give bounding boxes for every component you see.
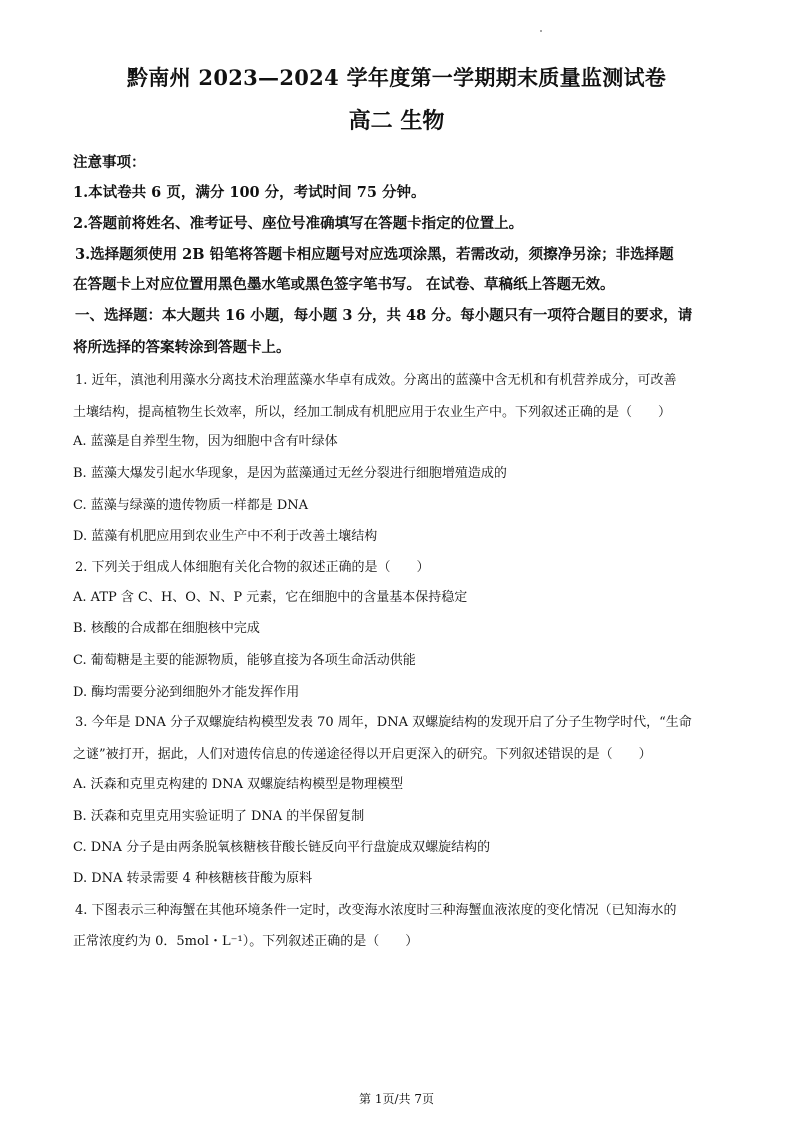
question-option: A. 蓝藻是自养型生物，因为细胞中含有叶绿体 <box>73 434 338 449</box>
question-option: B. 核酸的合成都在细胞核中完成 <box>73 621 260 636</box>
question-option: C. 葡萄糖是主要的能源物质，能够直接为各项生命活动供能 <box>73 653 416 668</box>
notice-heading: 注意事项： <box>73 154 146 171</box>
notice-item: 2.答题前将姓名、准考证号、座位号准确填写在答题卡指定的位置上。 <box>73 215 524 232</box>
section-heading: 将所选择的答案转涂到答题卡上。 <box>73 339 291 356</box>
exam-subtitle: 高二 生物 <box>348 108 445 134</box>
question-stem: 之谜”被打开，据此，人们对遗传信息的传递途径得以开启更深入的研究。下列叙述错误的是（ ） <box>73 747 652 762</box>
question-option: A. 沃森和克里克构建的 DNA 双螺旋结构模型是物理模型 <box>73 777 404 792</box>
page-number: 第 1页/共 7页 <box>359 1092 434 1106</box>
notice-item: 1.本试卷共 6 页，满分 100 分，考试时间 75 分钟。 <box>73 184 426 201</box>
question-option: A. ATP 含 C、H、O、N、P 元素，它在细胞中的含量基本保持稳定 <box>73 590 468 605</box>
question-option: D. 蓝藻有机肥应用到农业生产中不利于改善土壤结构 <box>73 529 378 544</box>
exam-title: 黔南州 2023—2024 学年度第一学期期末质量监测试卷 <box>126 65 667 90</box>
question-option: B. 蓝藻大爆发引起水华现象，是因为蓝藻通过无丝分裂进行细胞增殖造成的 <box>73 466 507 481</box>
question-stem: 正常浓度约为 0．5mol・L⁻¹）。下列叙述正确的是（ ） <box>73 934 419 949</box>
question-stem: 2. 下列关于组成人体细胞有关化合物的叙述正确的是（ ） <box>75 560 430 575</box>
notice-item: 在答题卡上对应位置用黑色墨水笔或黑色签字笔书写。 在试卷、草稿纸上答题无效。 <box>73 276 615 293</box>
section-heading: 一、选择题：本大题共 16 小题，每小题 3 分，共 48 分。每小题只有一项符合题目的要求，请 <box>75 307 693 324</box>
question-stem: 3. 今年是 DNA 分子双螺旋结构模型发表 70 周年，DNA 双螺旋结构的发现开启了分子生物学时代，“生命 <box>75 715 692 730</box>
question-option: D. DNA 转录需要 4 种核糖核苷酸为原料 <box>73 871 313 886</box>
question-stem: 4. 下图表示三种海蟹在其他环境条件一定时，改变海水浓度时三种海蟹血液浓度的变化情况（已知海水的 <box>75 903 677 918</box>
notice-item: 3.选择题须使用 2B 铅笔将答题卡相应题号对应选项涂黑，若需改动，须擦净另涂；非选择题 <box>75 246 674 263</box>
question-stem: 土壤结构，提高植物生长效率，所以，经加工制成有机肥应用于农业生产中。下列叙述正确的是（ ） <box>73 405 672 420</box>
question-option: D. 酶均需要分泌到细胞外才能发挥作用 <box>73 685 300 700</box>
question-option: B. 沃森和克里克用实验证明了 DNA 的半保留复制 <box>73 809 365 824</box>
question-option: C. 蓝藻与绿藻的遗传物质一样都是 DNA <box>73 498 309 513</box>
question-stem: 1. 近年，滇池利用藻水分离技术治理蓝藻水华卓有成效。分离出的蓝藻中含无机和有机营养成分，可改善 <box>75 373 677 388</box>
question-option: C. DNA 分子是由两条脱氧核糖核苷酸长链反向平行盘旋成双螺旋结构的 <box>73 840 491 855</box>
scan-dot <box>540 30 542 32</box>
